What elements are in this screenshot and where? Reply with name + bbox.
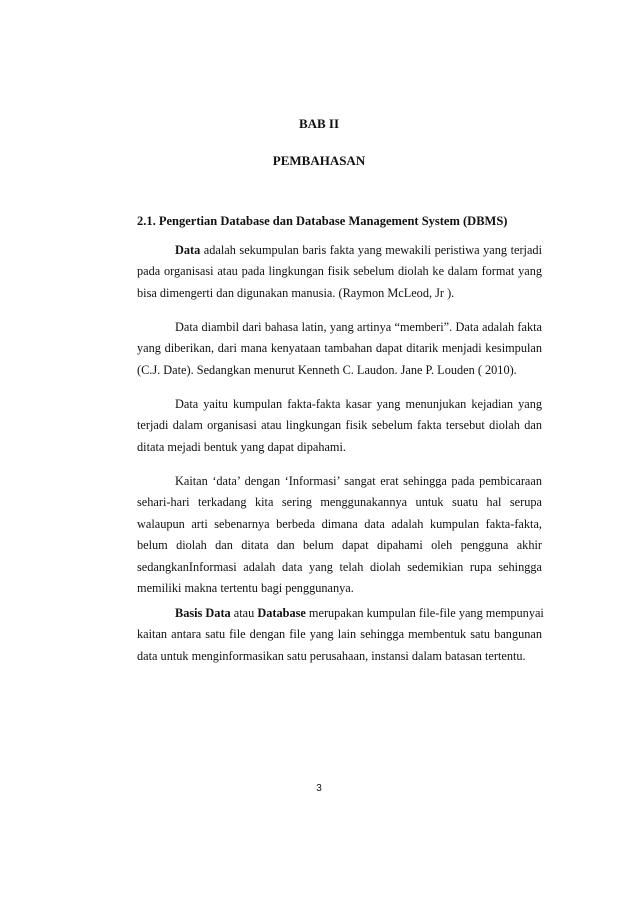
paragraph-line: merupakan kumpulan file-file yang mempunyai xyxy=(305,606,544,620)
paragraph-line: kaitan antara satu file dengan file yang lain sehingga membentuk satu bangunan xyxy=(137,627,542,642)
paragraph-line: sehari-hari terkadang kita sering menggunakannya untuk suatu hal serupa xyxy=(137,495,542,510)
paragraph-line: adalah sekumpulan baris fakta yang mewakili peristiwa yang terjadi xyxy=(200,243,542,257)
paragraph-line: ditata mejadi bentuk yang dapat dipahami. xyxy=(137,439,346,454)
paragraph-line: terjadi dalam organisasi atau lingkungan fisik sebelum fakta tersebut diolah dan xyxy=(137,418,542,433)
term-database: Database xyxy=(257,606,306,620)
paragraph-line: Data yaitu kumpulan fakta-fakta kasar yang menunjukan kejadian yang xyxy=(175,397,542,411)
paragraph-line: memiliki makna tertentu bagi penggunanya. xyxy=(137,581,354,596)
paragraph-line: walaupun arti sebenarnya berbeda dimana data adalah kumpulan fakta-fakta, xyxy=(137,516,542,531)
paragraph-line: (C.J. Date). Sedangkan menurut Kenneth C. Laudon. Jane P. Louden ( 2010). xyxy=(137,362,517,377)
paragraph-data-information xyxy=(137,471,542,599)
term-data: Data xyxy=(175,243,201,257)
paragraph-data-origin xyxy=(137,317,542,381)
paragraph-line: Kaitan ‘data’ dengan ‘Informasi’ sangat erat sehingga pada pembicaraan xyxy=(175,474,542,488)
page-number: 3 xyxy=(316,783,322,794)
paragraph-line: yang diberikan, dari mana kenyataan tambahan dapat ditarik menjadi kesimpulan xyxy=(137,341,542,356)
paragraph-data-facts xyxy=(137,394,542,458)
paragraph-line: data untuk menginformasikan satu perusahaan, instansi dalam batasan tertentu. xyxy=(137,648,526,663)
paragraph-line: pada organisasi atau pada lingkungan fisik sebelum diolah ke dalam format yang xyxy=(137,264,542,279)
paragraph-line: belum diolah dan ditata dan belum dapat dipahami oleh pengguna akhir xyxy=(137,538,542,553)
paragraph-data-definition xyxy=(137,240,542,304)
paragraph-database-definition xyxy=(137,603,542,667)
paragraph-line: sedangkanInformasi adalah data yang telah diolah sedemikian rupa sehingga xyxy=(137,559,542,574)
term-basis-data: Basis Data xyxy=(175,606,231,620)
paragraph-line: Data diambil dari bahasa latin, yang artinya “memberi”. Data adalah fakta xyxy=(175,320,542,334)
paragraph-line: bisa dimengerti dan digunakan manusia. (Raymon McLeod, Jr ). xyxy=(137,285,455,300)
section-title: 2.1. Pengertian Database dan Database Management System (DBMS) xyxy=(137,214,508,228)
chapter-title: PEMBAHASAN xyxy=(272,153,366,168)
term-connector: atau xyxy=(230,606,258,620)
chapter-heading: BAB II xyxy=(298,116,340,131)
